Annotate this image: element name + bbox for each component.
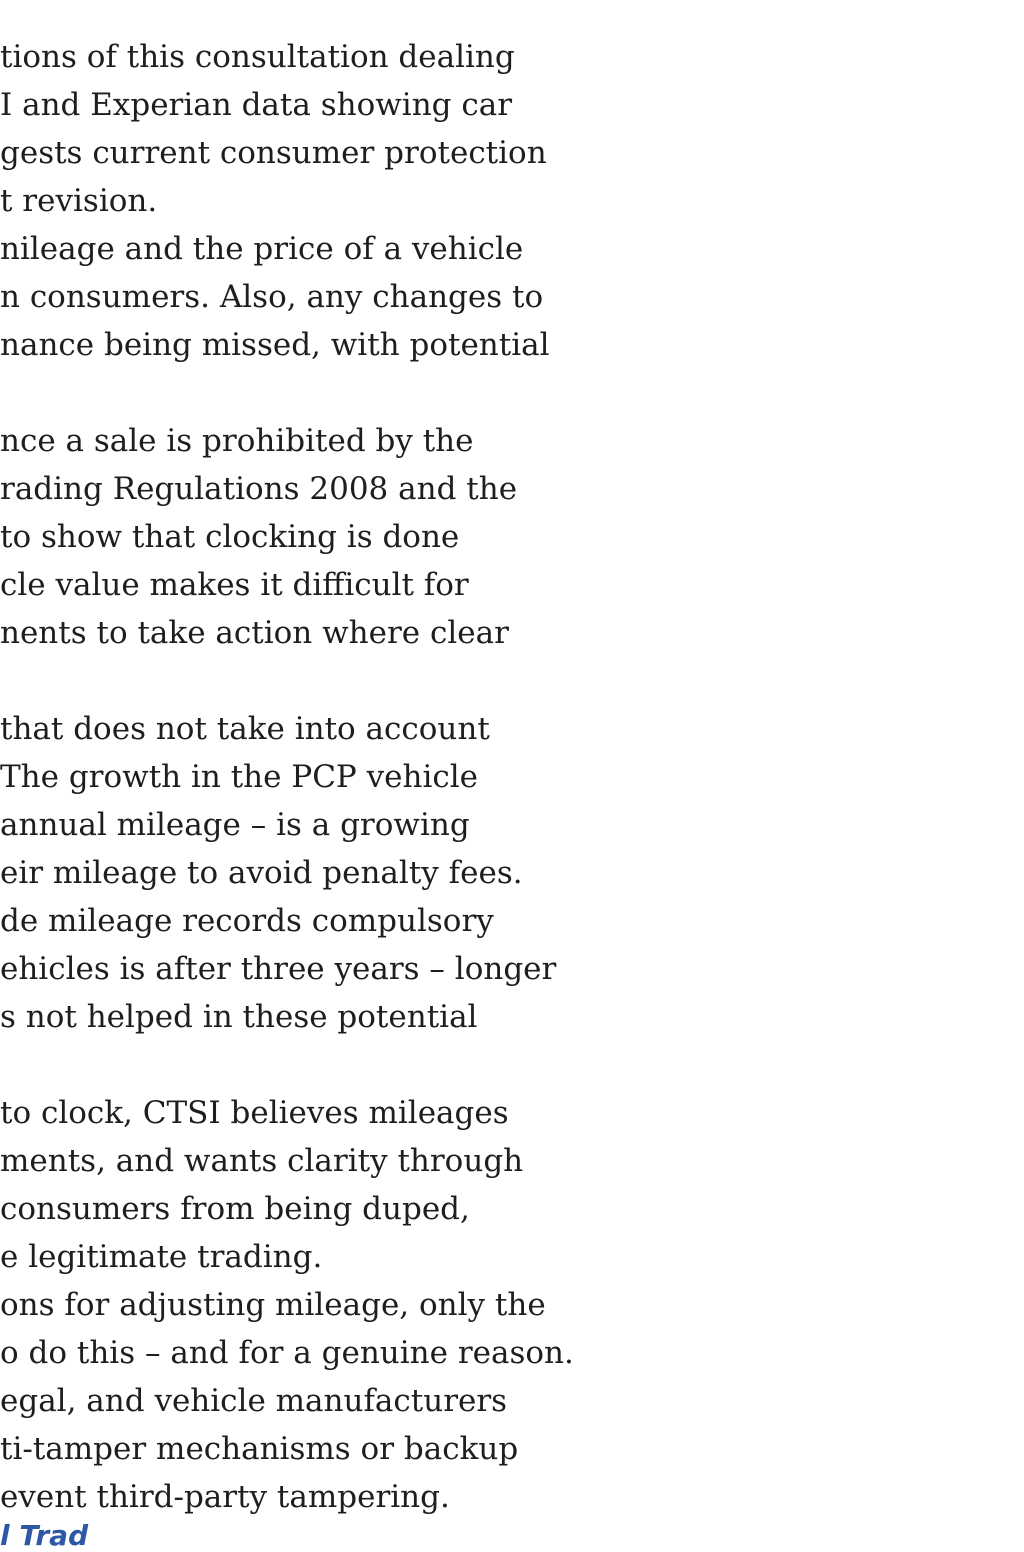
text-line: gests current consumer protection (0, 135, 547, 171)
text-line: cle value makes it difficult for (0, 567, 469, 603)
text-line: annual mileage – is a growing (0, 807, 470, 843)
text-line: consumers from being duped, (0, 1191, 470, 1227)
text-line: e legitimate trading. (0, 1239, 323, 1275)
text-line: to show that clocking is done (0, 519, 460, 555)
text-line: egal, and vehicle manufacturers (0, 1383, 508, 1419)
text-line: ehicles is after three years – longer (0, 951, 557, 987)
text-line: o do this – and for a genuine reason. (0, 1335, 574, 1371)
text-line: nileage and the price of a vehicle (0, 231, 524, 267)
text-line: s not helped in these potential (0, 999, 478, 1035)
text-line: eir mileage to avoid penalty fees. (0, 855, 523, 891)
text-line: t revision. (0, 183, 158, 219)
text-line: nce a sale is prohibited by the (0, 423, 474, 459)
text-line: de mileage records compulsory (0, 903, 494, 939)
text-line: ti-tamper mechanisms or backup (0, 1431, 519, 1467)
text-line: event third-party tampering. (0, 1479, 450, 1515)
text-line: n consumers. Also, any changes to (0, 279, 544, 315)
text-line: tions of this consultation dealing (0, 39, 515, 75)
text-line: nents to take action where clear (0, 615, 509, 651)
text-line: ments, and wants clarity through (0, 1143, 524, 1179)
text-line: rading Regulations 2008 and the (0, 471, 518, 507)
text-line: nance being missed, with potential (0, 327, 550, 363)
text-line: The growth in the PCP vehicle (0, 759, 478, 795)
text-line: to clock, CTSI believes mileages (0, 1095, 509, 1131)
text-line: that does not take into account (0, 711, 490, 747)
footer-heading-fragment: l Trad (0, 1519, 89, 1552)
text-line: ons for adjusting mileage, only the (0, 1287, 546, 1323)
text-line: I and Experian data showing car (0, 87, 513, 123)
